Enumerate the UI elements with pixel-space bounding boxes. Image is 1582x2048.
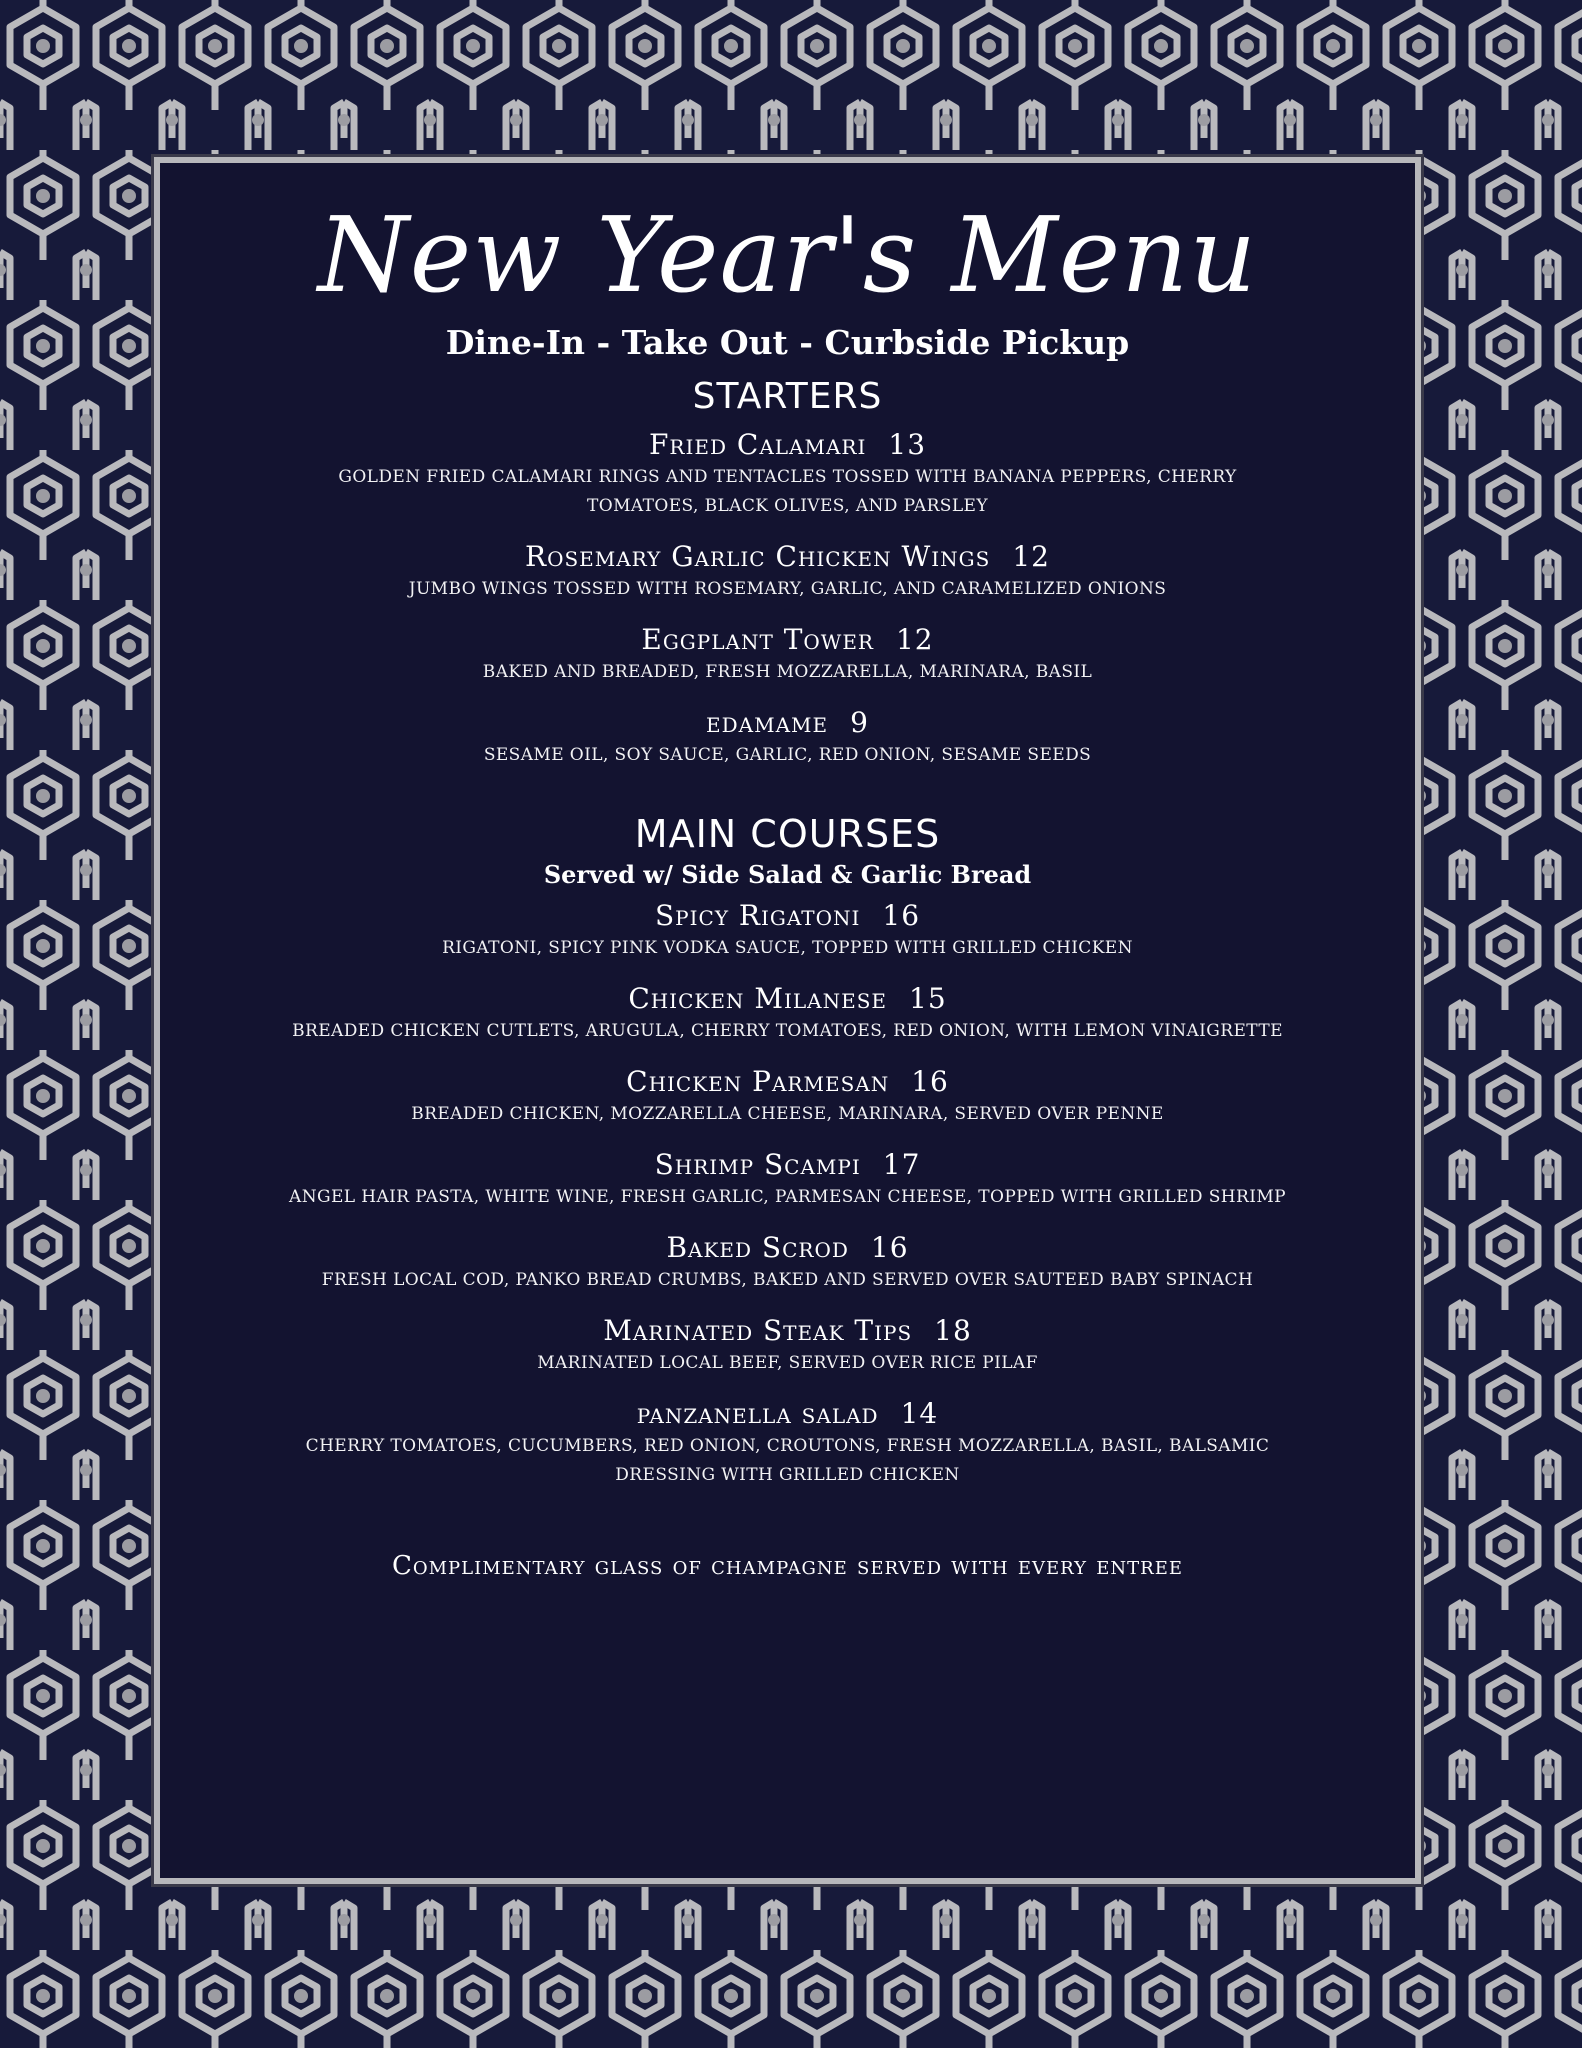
menu-item [160,624,1415,687]
item-title [160,1315,1415,1347]
menu-item [160,1315,1415,1378]
item-title [160,1398,1415,1430]
item-price: 12 [1012,540,1050,573]
menu-item [160,900,1415,963]
item-title [160,900,1415,932]
menu-title: New Year's Menu [317,194,1258,316]
item-description: MARINATED LOCAL BEEF, SERVED OVER RICE PILAF [537,1353,1038,1373]
item-description: RIGATONI, SPICY PINK VODKA SAUCE, TOPPED WITH GRILLED CHICKEN [442,938,1133,958]
item-name: Rosemary Garlic Chicken Wings [524,540,991,573]
item-description: ANGEL HAIR PASTA, WHITE WINE, FRESH GARLIC, PARMESAN CHEESE, TOPPED WITH GRILLED SHRIMP [289,1187,1286,1207]
menu-item [160,707,1415,770]
item-name: Spicy Rigatoni [654,899,861,932]
item-description: SESAME OIL, SOY SAUCE, GARLIC, RED ONION, SESAME SEEDS [483,745,1092,765]
item-description: FRESH LOCAL COD, PANKO BREAD CRUMBS, BAKED AND SERVED OVER SAUTEED BABY SPINACH [321,1270,1254,1290]
item-price: 16 [870,1231,909,1264]
item-description: BREADED CHICKEN, MOZZARELLA CHEESE, MARINARA, SERVED OVER PENNE [411,1104,1164,1124]
menu-item [160,429,1415,521]
item-description: GOLDEN FRIED CALAMARI RINGS AND TENTACLES TOSSED WITH BANANA PEPPERS, CHERRY TOMATOES, BLACK OLIVES, AND PARSLEY [338,467,1237,516]
item-price: 18 [934,1314,972,1347]
starters-heading: STARTERS [692,376,883,417]
item-description: BAKED AND BREADED, FRESH MOZZARELLA, MARINARA, BASIL [482,662,1093,682]
item-title [160,1232,1415,1264]
menu-item [160,1149,1415,1212]
item-name: Marinated Steak Tips [603,1314,913,1347]
item-title [160,624,1415,656]
item-description: CHERRY TOMATOES, CUCUMBERS, RED ONION, CROUTONS, FRESH MOZZARELLA, BASIL, BALSAMIC DRESSING WITH GRILLED CHICKEN [305,1436,1270,1485]
item-title [160,707,1415,739]
menu-item [160,541,1415,604]
menu-item [160,983,1415,1046]
item-name: edamame [706,706,829,739]
menu-item [160,1066,1415,1129]
item-title [160,1066,1415,1098]
item-price: 13 [888,428,927,461]
item-description: BREADED CHICKEN CUTLETS, ARUGULA, CHERRY TOMATOES, RED ONION, WITH LEMON VINAIGRETTE [292,1021,1283,1041]
item-description: JUMBO WINGS TOSSED WITH ROSEMARY, GARLIC, AND CARAMELIZED ONIONS [408,579,1167,599]
item-name: Fried Calamari [648,428,867,461]
item-title [160,983,1415,1015]
item-price: 12 [895,623,934,656]
menu-panel [160,163,1415,1878]
menu-item [160,1232,1415,1295]
item-price: 14 [900,1397,939,1430]
item-name: Chicken Parmesan [626,1065,890,1098]
item-price: 16 [911,1065,949,1098]
item-title [160,541,1415,573]
item-name: Baked Scrod [666,1231,849,1264]
item-price: 15 [909,982,947,1015]
champagne-note: Complimentary glass of champagne served with every entree [391,1551,1184,1581]
item-price: 16 [882,899,921,932]
service-options: Dine-In - Take Out - Curbside Pickup [445,323,1130,362]
item-title [160,429,1415,461]
item-price: 9 [850,706,869,739]
menu-item [160,1398,1415,1490]
item-name: Eggplant Tower [641,623,874,656]
main-courses-heading: MAIN COURSES [634,812,941,856]
item-price: 17 [882,1148,921,1181]
item-name: Shrimp Scampi [654,1148,861,1181]
main-courses-note: Served w/ Side Salad & Garlic Bread [543,860,1032,889]
item-name: Chicken Milanese [628,982,888,1015]
item-title [160,1149,1415,1181]
item-name: panzanella salad [636,1397,879,1430]
